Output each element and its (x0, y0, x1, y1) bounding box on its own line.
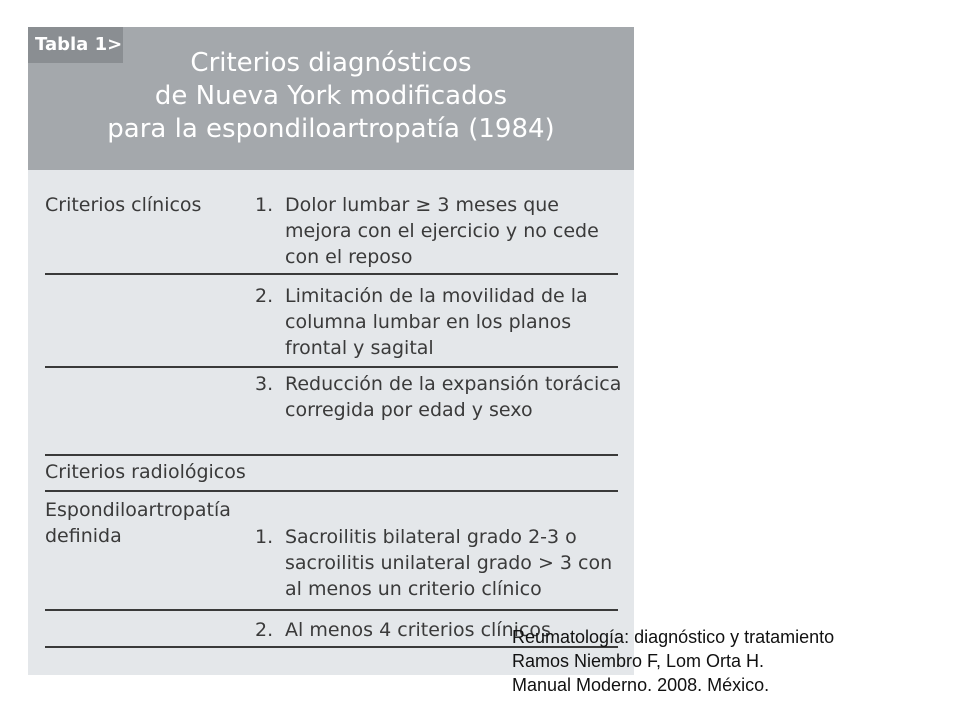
row-number: 3. (255, 373, 274, 395)
row-text: Al menos 4 criterios clínicos (285, 619, 551, 641)
row-label: Espondiloartropatía definida (45, 499, 231, 547)
row-number: 2. (255, 285, 274, 307)
row-text: Reducción de la expansión torácica corregida por edad y sexo (285, 373, 622, 421)
table-title (28, 47, 634, 146)
row-divider (45, 490, 618, 492)
caption-line: Ramos Niembro F, Lom Orta H. (512, 651, 765, 671)
row-divider (45, 366, 618, 368)
row-number: 1. (255, 526, 274, 548)
row-number: 1. (255, 194, 274, 216)
row-divider (45, 454, 618, 456)
row-label: Criterios radiológicos (45, 461, 246, 483)
source-caption (512, 625, 952, 697)
table-title-line: de Nueva York modificados (154, 81, 508, 111)
row-divider (45, 609, 618, 611)
table-title-line: Criterios diagnósticos (190, 48, 472, 78)
table-header (28, 27, 634, 170)
row-label: Criterios clínicos (45, 194, 202, 216)
table-number-tag: Tabla 1> (28, 27, 123, 63)
criteria-table (28, 27, 634, 675)
caption-line: Reumatología: diagnóstico y tratamiento (512, 627, 835, 647)
row-divider (45, 273, 618, 275)
row-number: 2. (255, 619, 274, 641)
table-title-line: para la espondiloartropatía (1984) (107, 114, 555, 144)
row-text: Limitación de la movilidad de la columna lumbar en los planos frontal y sagital (285, 285, 588, 359)
row-text: Dolor lumbar ≥ 3 meses que mejora con el ejercicio y no cede con el reposo (285, 194, 599, 268)
row-text: Sacroilitis bilateral grado 2-3 o sacroilitis unilateral grado > 3 con al menos un criterio clínico (285, 526, 613, 600)
caption-line: Manual Moderno. 2008. México. (512, 675, 770, 695)
